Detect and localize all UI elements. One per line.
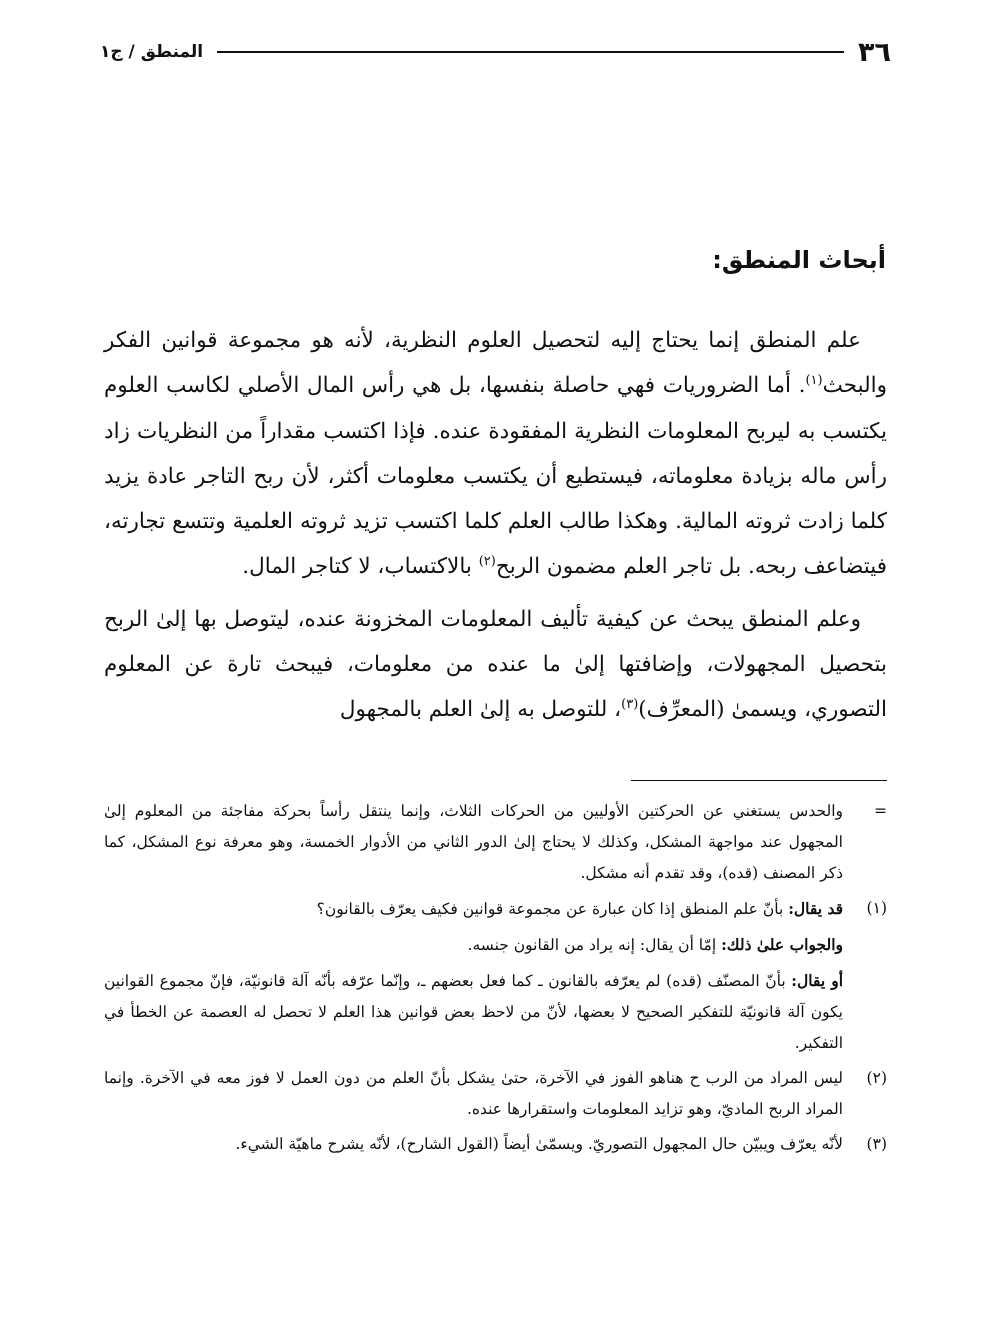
alternative-text: بأنّ المصنّف (قده) لم يعرّفه بالقانون ـ كما فعل بعضهم ـ، وإنّما عرّفه بأنّه آلة قانونيّة، فإنّ مجموع القوانين يكون آلة قانونيّة للتفكير الصحيح لا بعضها، لأنّ من لاحظ بعض قوانين هذا العلم لا تحصل له العصمة عن الخطأ في التفكير. bbox=[104, 972, 843, 1052]
question-text: بأنّ علم المنطق إذا كان عبارة عن مجموعة قوانين فكيف يعرّف بالقانون؟ bbox=[316, 900, 789, 918]
footnote-ref-2[interactable]: (٢) bbox=[478, 554, 496, 570]
footnote-ref-3[interactable]: (٣) bbox=[621, 697, 639, 713]
footnote-1-answer bbox=[104, 929, 843, 961]
main-text bbox=[104, 318, 887, 733]
answer-label: والجواب علىٰ ذلك: bbox=[721, 935, 843, 954]
footnote-2 bbox=[104, 1063, 887, 1125]
paragraph-2-part-a: وعلم المنطق يبحث عن كيفية تأليف المعلومات المخزونة عنده، ليتوصل بها إلىٰ الربح بتحصيل المجهولات، وإضافتها إلىٰ ما عنده من معلومات، فيبحث تارة عن المعلوم التصوري، ويسمىٰ (المعرِّف) bbox=[104, 606, 887, 723]
paragraph-2-part-b: ، للتوصل به إلىٰ العلم بالمجهول bbox=[339, 697, 622, 723]
continuation-text: والحدس يستغني عن الحركتين الأوليين من الحركات الثلاث، وإنما ينتقل رأساً بحركة مفاجئة من المعلوم إلىٰ المجهول عند مواجهة المشكل، وكذلك لا يحتاج إلىٰ الدور الثاني من الأدوار الخمسة، وهو معرفة نوع المشكل، كما ذكر المصنف (قده)، وقد تقدم أنه مشكل. bbox=[104, 802, 843, 882]
header-rule bbox=[217, 51, 844, 53]
page-header bbox=[100, 34, 891, 70]
footnote-1 bbox=[104, 893, 887, 1059]
footnote-ref-1[interactable]: (١) bbox=[805, 373, 823, 389]
footnote-3-mark: (٣) bbox=[866, 1135, 887, 1153]
footnote-2-text: ليس المراد من الرب ح هناهو الفوز في الآخرة، حتىٰ يشكل بأنّ العلم من دون العمل لا فوز معه في الآخرة. وإنما المراد الربح الماديّ، وهو تزايد المعلومات واستقرارها عنده. bbox=[104, 1069, 843, 1118]
footnote-1-body bbox=[104, 893, 843, 1059]
paragraph-1-part-b: . أما الضروريات فهي حاصلة بنفسها، بل هي رأس المال الأصلي لكاسب العلوم يكتسب به ليربح المعلومات النظرية المفقودة عنده. فإذا اكتسب مقداراً من النظريات زاد رأس ماله بزيادة معلوماته، فيستطيع أن يكتسب معلومات أكثر، لأن ربح التاجر عادة يزيد كلما زادت ثروته المالية. وهكذا طالب العلم كلما اكتسب تزيد ثروته العلمية وتتسع تجارته، فيتضاعف ربحه. بل تاجر العلم مضمون الربح bbox=[104, 373, 887, 580]
paragraph-1-part-c: بالاكتساب، لا كتاجر المال. bbox=[242, 554, 479, 580]
continuation-mark: = bbox=[874, 802, 887, 820]
footnotes bbox=[104, 796, 887, 1160]
answer-text: إمّا أن يقال: إنه يراد من القانون جنسه. bbox=[467, 936, 722, 954]
footnote-separator bbox=[631, 780, 887, 781]
footnote-1-alternative bbox=[104, 965, 843, 1059]
footnote-1-mark: (١) bbox=[866, 899, 887, 917]
footnote-3 bbox=[104, 1129, 887, 1160]
question-label: قد يقال: bbox=[788, 899, 843, 918]
footnote-3-text: لأنّه يعرّف ويبيّن حال المجهول التصوريّ. ويسمّىٰ أيضاً (القول الشارح)، لأنّه يشرح ماهيّة الشيء. bbox=[235, 1135, 843, 1153]
section-heading: أبحاث المنطق: bbox=[712, 246, 886, 274]
paragraph-1 bbox=[104, 318, 887, 590]
page-number: ٣٦ bbox=[858, 36, 891, 68]
footnote-2-mark: (٢) bbox=[866, 1069, 887, 1087]
running-title: المنطق / ج١ bbox=[100, 42, 204, 62]
paragraph-2 bbox=[104, 597, 887, 733]
footnote-continuation bbox=[104, 796, 887, 889]
footnote-1-question bbox=[104, 893, 843, 925]
alternative-label: أو يقال: bbox=[791, 971, 843, 990]
paragraph-1-part-a: علم المنطق إنما يحتاج إليه لتحصيل العلوم النظرية، لأنه هو مجموعة قوانين الفكر والبحث bbox=[104, 328, 887, 399]
